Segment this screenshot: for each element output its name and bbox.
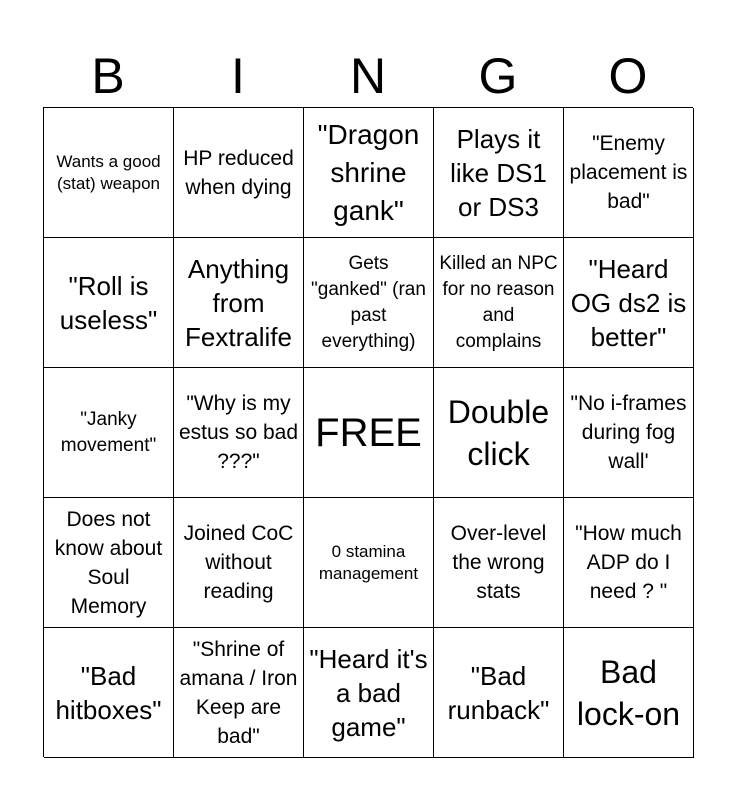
bingo-cell[interactable] — [304, 238, 434, 368]
bingo-cell[interactable] — [434, 108, 564, 238]
cell-text: Gets "ganked" (ran past everything) — [311, 252, 426, 352]
bingo-cell[interactable] — [564, 368, 694, 498]
cell-text: "Bad runback" — [447, 660, 550, 725]
cell-text: "Enemy placement is bad" — [569, 132, 688, 213]
bingo-cell[interactable] — [564, 108, 694, 238]
header-letter-n: N — [349, 48, 387, 104]
bingo-cell[interactable] — [44, 368, 174, 498]
bingo-cell[interactable] — [174, 368, 304, 498]
cell-text: Anything from Fextralife — [185, 253, 292, 352]
header-letter-o: O — [608, 48, 648, 104]
bingo-cell[interactable] — [174, 238, 304, 368]
cell-text: HP reduced when dying — [183, 146, 294, 199]
bingo-header — [43, 46, 693, 106]
header-letter-i: I — [231, 48, 245, 104]
cell-text: Bad lock-on — [576, 653, 681, 732]
bingo-cell[interactable] — [174, 628, 304, 758]
bingo-cell[interactable] — [434, 238, 564, 368]
bingo-cell[interactable] — [174, 498, 304, 628]
header-letter-g: G — [478, 48, 518, 104]
cell-text: "No i-frames during fog wall' — [570, 392, 687, 473]
bingo-cell[interactable] — [304, 108, 434, 238]
cell-text: "Why is my estus so bad ???" — [178, 392, 299, 473]
bingo-cell[interactable] — [564, 628, 694, 758]
bingo-cell[interactable] — [564, 238, 694, 368]
bingo-cell[interactable] — [44, 238, 174, 368]
free-space-text: FREE — [315, 410, 422, 455]
cell-text: Plays it like DS1 or DS3 — [450, 123, 547, 222]
cell-text: "Heard it's a bad game" — [309, 643, 428, 742]
cell-text: Over-level the wrong stats — [450, 522, 547, 603]
cell-text: "Bad hitboxes" — [55, 660, 162, 725]
cell-text: Joined CoC without reading — [183, 522, 294, 603]
free-space-cell[interactable] — [304, 368, 434, 498]
cell-text: 0 stamina management — [318, 541, 419, 583]
cell-text: "Roll is useless" — [59, 270, 158, 335]
bingo-cell[interactable] — [44, 628, 174, 758]
header-letter-b: B — [91, 48, 125, 104]
cell-text: Double click — [447, 393, 550, 472]
bingo-cell[interactable] — [434, 628, 564, 758]
cell-text: "Shrine of amana / Iron Keep are bad" — [179, 637, 298, 748]
bingo-cell[interactable] — [564, 498, 694, 628]
cell-text: Killed an NPC for no reason and complains — [439, 252, 558, 352]
cell-text: "Janky movement" — [60, 408, 157, 456]
bingo-grid — [43, 107, 693, 757]
cell-text: Wants a good (stat) weapon — [56, 151, 161, 193]
bingo-cell[interactable] — [434, 498, 564, 628]
bingo-cell[interactable] — [304, 498, 434, 628]
bingo-cell[interactable] — [304, 628, 434, 758]
cell-text: Does not know about Soul Memory — [54, 507, 163, 618]
cell-text: "Dragon shrine gank" — [317, 118, 420, 226]
cell-text: "Heard OG ds2 is better" — [570, 253, 687, 352]
bingo-cell[interactable] — [434, 368, 564, 498]
bingo-cell[interactable] — [44, 108, 174, 238]
bingo-cell[interactable] — [44, 498, 174, 628]
cell-text: "How much ADP do I need ? " — [575, 522, 682, 603]
bingo-cell[interactable] — [174, 108, 304, 238]
